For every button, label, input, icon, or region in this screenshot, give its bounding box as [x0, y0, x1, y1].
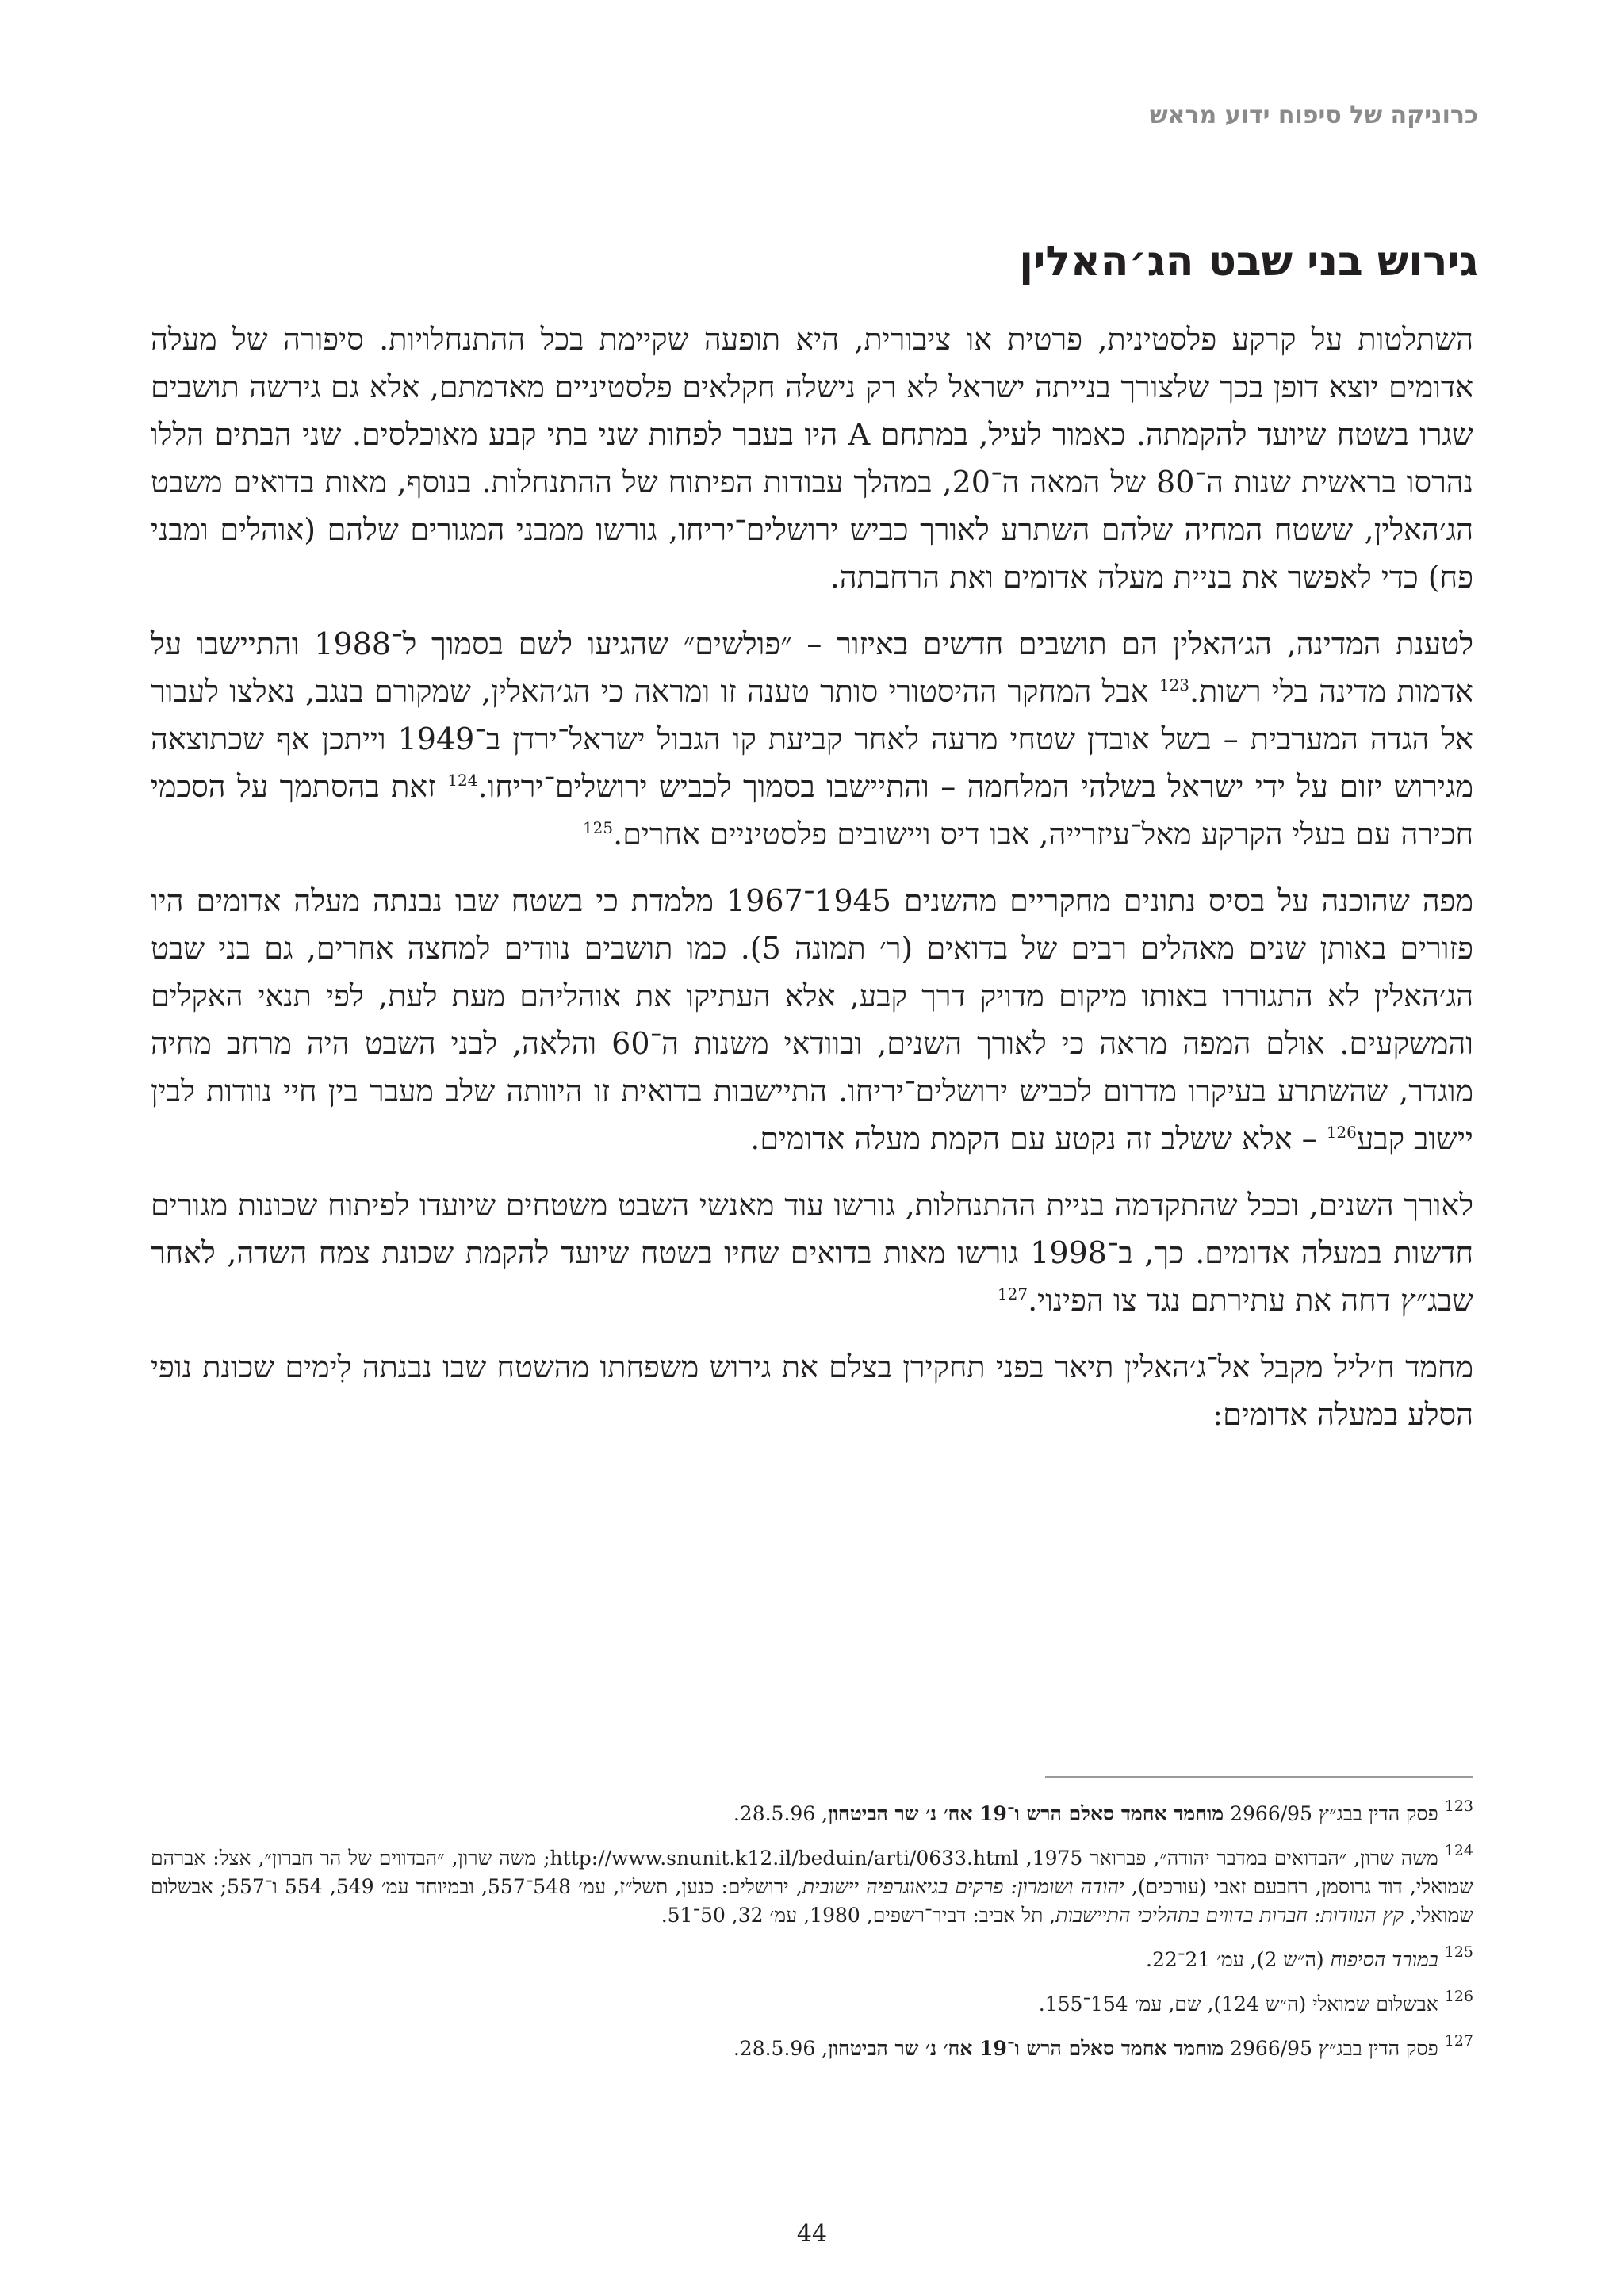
body-text [151, 316, 1473, 1457]
footnote-ref: 124 [447, 771, 478, 790]
section-title: גירוש בני שבט הג׳האלין [1019, 238, 1478, 285]
footnote-book-title: קץ הנוודות: חברות בדווים בתהליכי התיישבות [1055, 1904, 1404, 1927]
footnote-case-name: מוחמד אחמד סאלם הרש ו־19 אח׳ נ׳ שר הביטחון [828, 2037, 1224, 2060]
footnotes [151, 1797, 1474, 2079]
page-number: 44 [796, 2220, 828, 2248]
footnote-book-title: יהודה ושומרון: פרקים בגיאוגרפיה יישובית [802, 1875, 1124, 1898]
paragraph-2 [151, 620, 1473, 858]
footnote-case-name: מוחמד אחמד סאלם הרש ו־19 אח׳ נ׳ שר הביטחון [828, 1802, 1224, 1825]
paragraph-text: מפה שהוכנה על בסיס נתונים מחקריים מהשנים 1945־1967 מלמדת כי בשטח שבו נבנתה מעלה אדומים היו פזורים באותן שנים מאהלים רבים של בדואים (ר׳ תמונה 5). כמו תושבים נוודים למחצה אחרים, גם בני שבט הג׳האלין לא התגוררו באותו מיקום מדויק דרך קבע, אלא העתיקו את אוהליהם מעת לעת, לפי תנאי האקלים והמשקעים. אולם המפה מראה כי לאורך השנים, ובוודאי משנות ה־60 והלאה, לבני השבט היה מרחב מחיה מוגדר, שהשתרע בעיקרו מדרום לכביש ירושלים־יריחו. התיישבות בדואית זו היוותה שלב מעבר בין חיי נוודות לבין יישוב קבע [151, 883, 1474, 1156]
footnote-ref: 123 [1159, 676, 1190, 695]
footnote-number: 127 [1444, 2032, 1473, 2050]
footnote-number: 126 [1444, 1988, 1473, 2005]
footnote-text: אבשלום שמואלי (ה״ש 124), שם, עמ׳ 154־155. [1038, 1992, 1438, 2015]
footnote-divider [1045, 1776, 1473, 1778]
footnote-text: (ה״ש 2), עמ׳ 21־22. [1145, 1948, 1331, 1971]
paragraph-text: אבל המחקר ההיסטורי סותר טענה זו ומראה כי הג׳האלין, שמקורם בנגב, נאלצו לעבור אל הגדה המערבית – בשל אובדן שטחי מרעה לאחר קביעת קו הגבול ישראל־ירדן ב־1949 וייתכן אף שכתוצאה מגירוש יזום על ידי ישראל בשלהי המלחמה – והתיישבו בסמוך לכביש ירושלים־יריחו. [151, 674, 1473, 804]
paragraph-text: לאורך השנים, וככל שהתקדמה בניית ההתנחלות, גורשו עוד מאנשי השבט משטחים שיועדו לפיתוח שכונות מגורים חדשות במעלה אדומים. כך, ב־1998 גורשו מאות בדואים שחיו בשטח שיועד להקמת שכונת צמח השדה, לאחר שבג״ץ דחה את עתירתם נגד צו הפינוי. [151, 1188, 1473, 1318]
paragraph-text: זאת בהסתמך על הסכמי חכירה עם בעלי הקרקע מאל־עיזרייה, אבו דיס ויישובים פלסטיניים אחרים. [151, 769, 1473, 852]
footnote-number: 124 [1444, 1842, 1473, 1859]
footnote-number: 125 [1444, 1943, 1473, 1961]
paragraph-1: השתלטות על קרקע פלסטינית, פרטית או ציבורית, היא תופעה שקיימת בכל ההתנחלויות. סיפורה של מעלה אדומים יוצא דופן בכך שלצורך בנייתה ישראל לא רק נישלה חקלאים פלסטיניים מאדמתם, אלא גם גירשה תושבים שגרו בשטח שיועד להקמתה. כאמור לעיל, במתחם A היו בעבר לפחות שני בתי קבע מאוכלסים. שני הבתים הללו נהרסו בראשית שנות ה־80 של המאה ה־20, במהלך עבודות הפיתוח של ההתנחלות. בנוסף, מאות בדואים משבט הג׳האלין, ששטח המחיה שלהם השתרע לאורך כביש ירושלים־יריחו, גורשו ממבני המגורים שלהם (אוהלים ומבני פח) כדי לאפשר את בניית מעלה אדומים ואת הרחבתה. [151, 322, 1473, 595]
footnote-ref: 126 [1326, 1123, 1357, 1142]
footnote-text: , תל אביב: דביר־רשפים, 1980, עמ׳ 32, 50־51. [661, 1904, 1056, 1927]
running-header: כרוניקה של סיפוח ידוע מראש [1149, 101, 1478, 129]
paragraph-3 [151, 877, 1473, 1162]
footnote-text: משה שרון, ״הבדואים במדבר יהודה״, פברואר 1975, http://www.snunit.k12.il/beduin/arti/0633.html; משה שרון, ״הבדווים של הר חברון״, אצל: אברהם שמואלי, דוד גרוסמן, רחבעם זאבי (עורכים), [151, 1847, 1474, 1898]
footnote-125 [151, 1943, 1473, 1974]
paragraph-text: לטענת המדינה, הג׳האלין הם תושבים חדשים באיזור – ״פולשים״ שהגיעו לשם בסמוך ל־1988 והתיישבו על אדמות מדינה בלי רשות. [151, 626, 1473, 709]
footnote-number: 123 [1444, 1797, 1473, 1815]
footnote-text: , 28.5.96. [733, 1802, 829, 1825]
footnote-127 [151, 2032, 1473, 2063]
footnote-123 [151, 1797, 1473, 1828]
footnote-126 [151, 1990, 1473, 2019]
footnote-124 [151, 1844, 1473, 1930]
paragraph-text: – אלא ששלב זה נקטע עם הקמת מעלה אדומים. [750, 1121, 1327, 1156]
paragraph-5: מחמד ח׳ליל מקבל אל־ג׳האלין תיאר בפני תחקירן בצלם את גירוש משפחתו מהשטח שבו נבנתה לִימים שכונת נופי הסלע במעלה אדומים: [151, 1349, 1473, 1432]
footnote-text: פסק הדין בבג״ץ 2966/95 [1224, 1802, 1438, 1825]
paragraph-4 [151, 1181, 1473, 1324]
footnote-ref: 127 [997, 1284, 1028, 1303]
footnote-book-title: במורד הסיפוח [1330, 1948, 1438, 1971]
footnote-ref: 125 [582, 818, 614, 837]
footnote-text: פסק הדין בבג״ץ 2966/95 [1224, 2037, 1438, 2060]
footnote-text: , ירושלים: כנען, תשל״ז, עמ׳ 548־557, ובמיוחד עמ׳ 549, 554 ו־557; אבשלום שמואלי, [151, 1875, 1473, 1927]
footnote-text: , 28.5.96. [733, 2037, 829, 2060]
